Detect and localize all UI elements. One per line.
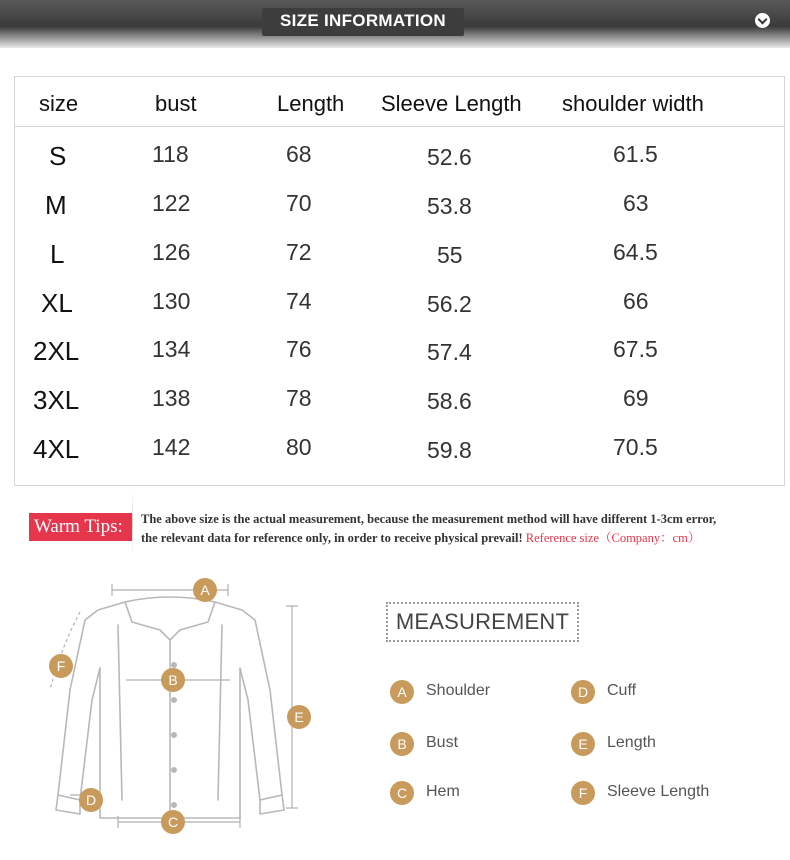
cell-sleeve-length: 57.4: [427, 339, 472, 365]
cell-size: L: [50, 239, 65, 269]
cell-bust: 126: [152, 239, 191, 265]
tips-divider: [132, 492, 133, 554]
column-header-sleeve-length: Sleeve Length: [381, 91, 522, 116]
cell-shoulder-width: 63: [623, 190, 649, 216]
table-row: [15, 239, 784, 288]
legend-label: Sleeve Length: [607, 783, 710, 800]
cell-shoulder-width: 67.5: [613, 336, 658, 362]
cell-length: 76: [286, 336, 312, 362]
page-title: SIZE INFORMATION: [280, 11, 446, 30]
cell-size: M: [45, 190, 67, 220]
table-header-row: [15, 77, 784, 127]
marker-c-letter: C: [167, 814, 179, 830]
cell-bust: 138: [152, 385, 191, 411]
marker-e-letter: E: [294, 709, 304, 725]
cell-bust: 122: [152, 190, 191, 216]
table-row: [15, 385, 784, 434]
table-row: [15, 288, 784, 337]
legend-badge-a: A: [390, 680, 414, 704]
measurement-title: MEASUREMENT: [386, 602, 579, 642]
legend-badge-b: B: [390, 732, 414, 756]
table-row: [15, 434, 784, 483]
legend-label: Bust: [426, 734, 459, 751]
marker-b: [161, 668, 185, 692]
header-bar: [0, 0, 790, 48]
legend-label: Length: [607, 734, 656, 751]
column-header-shoulder-width: shoulder width: [562, 91, 704, 116]
cell-length: 80: [286, 434, 312, 460]
table-row: [15, 190, 784, 239]
shirt-diagram: [30, 570, 330, 845]
table-row: [15, 336, 784, 385]
tips-line-2: [141, 529, 781, 548]
marker-d: [79, 788, 103, 812]
cell-shoulder-width: 69: [623, 385, 649, 411]
legend-badge-e: E: [571, 732, 595, 756]
shirt-outline: [56, 597, 284, 818]
cell-size: 2XL: [33, 336, 80, 366]
cell-sleeve-length: 56.2: [427, 291, 472, 317]
chevron-down-icon[interactable]: [755, 13, 770, 28]
cell-sleeve-length: 53.8: [427, 193, 472, 219]
marker-f: [49, 654, 73, 678]
marker-c: [161, 810, 185, 834]
marker-e: [287, 705, 311, 729]
legend-badge-c: C: [390, 781, 414, 805]
cell-shoulder-width: 66: [623, 288, 649, 314]
cell-size: S: [49, 141, 67, 171]
cell-length: 78: [286, 385, 312, 411]
reference-size-note: Reference size（Company：cm）: [525, 531, 701, 545]
tips-line-2-text: the relevant data for reference only, in order to receive physical prevail!: [141, 531, 523, 545]
legend-label: Hem: [426, 783, 460, 800]
marker-f-letter: F: [56, 658, 66, 674]
cell-sleeve-length: 55: [437, 242, 463, 268]
cell-sleeve-length: 59.8: [427, 437, 472, 463]
legend-badge-d: D: [571, 680, 595, 704]
cell-bust: 118: [152, 141, 189, 167]
cell-size: 4XL: [33, 434, 80, 464]
cell-shoulder-width: 64.5: [613, 239, 658, 265]
cell-sleeve-length: 52.6: [427, 144, 472, 170]
legend-badge-f: F: [571, 781, 595, 805]
column-header-size: size: [39, 91, 79, 116]
cell-bust: 142: [152, 434, 191, 460]
cell-length: 68: [286, 141, 312, 167]
cell-bust: 134: [152, 336, 191, 362]
cell-length: 72: [286, 239, 312, 265]
cell-length: 70: [286, 190, 312, 216]
size-table: [14, 76, 785, 486]
cell-size: 3XL: [33, 385, 80, 415]
table-row: [15, 141, 784, 190]
legend-label: Cuff: [607, 682, 637, 699]
marker-d-letter: D: [85, 792, 97, 808]
warm-tips-badge: Warm Tips:: [29, 513, 132, 541]
warm-tips-text: [141, 510, 781, 548]
tips-line-1: The above size is the actual measurement, because the measurement method will have different 1-3cm error,: [141, 512, 717, 526]
cell-sleeve-length: 58.6: [427, 388, 472, 414]
column-header-length: Length: [277, 91, 345, 116]
column-header-bust: bust: [155, 91, 197, 116]
marker-a-letter: A: [200, 582, 210, 598]
cell-shoulder-width: 61.5: [613, 141, 658, 167]
marker-b-letter: B: [168, 672, 178, 688]
legend-label: Shoulder: [426, 682, 491, 699]
cell-shoulder-width: 70.5: [613, 434, 658, 460]
marker-a: [193, 578, 217, 602]
cell-size: XL: [41, 288, 73, 318]
cell-length: 74: [286, 288, 312, 314]
cell-bust: 130: [152, 288, 191, 314]
